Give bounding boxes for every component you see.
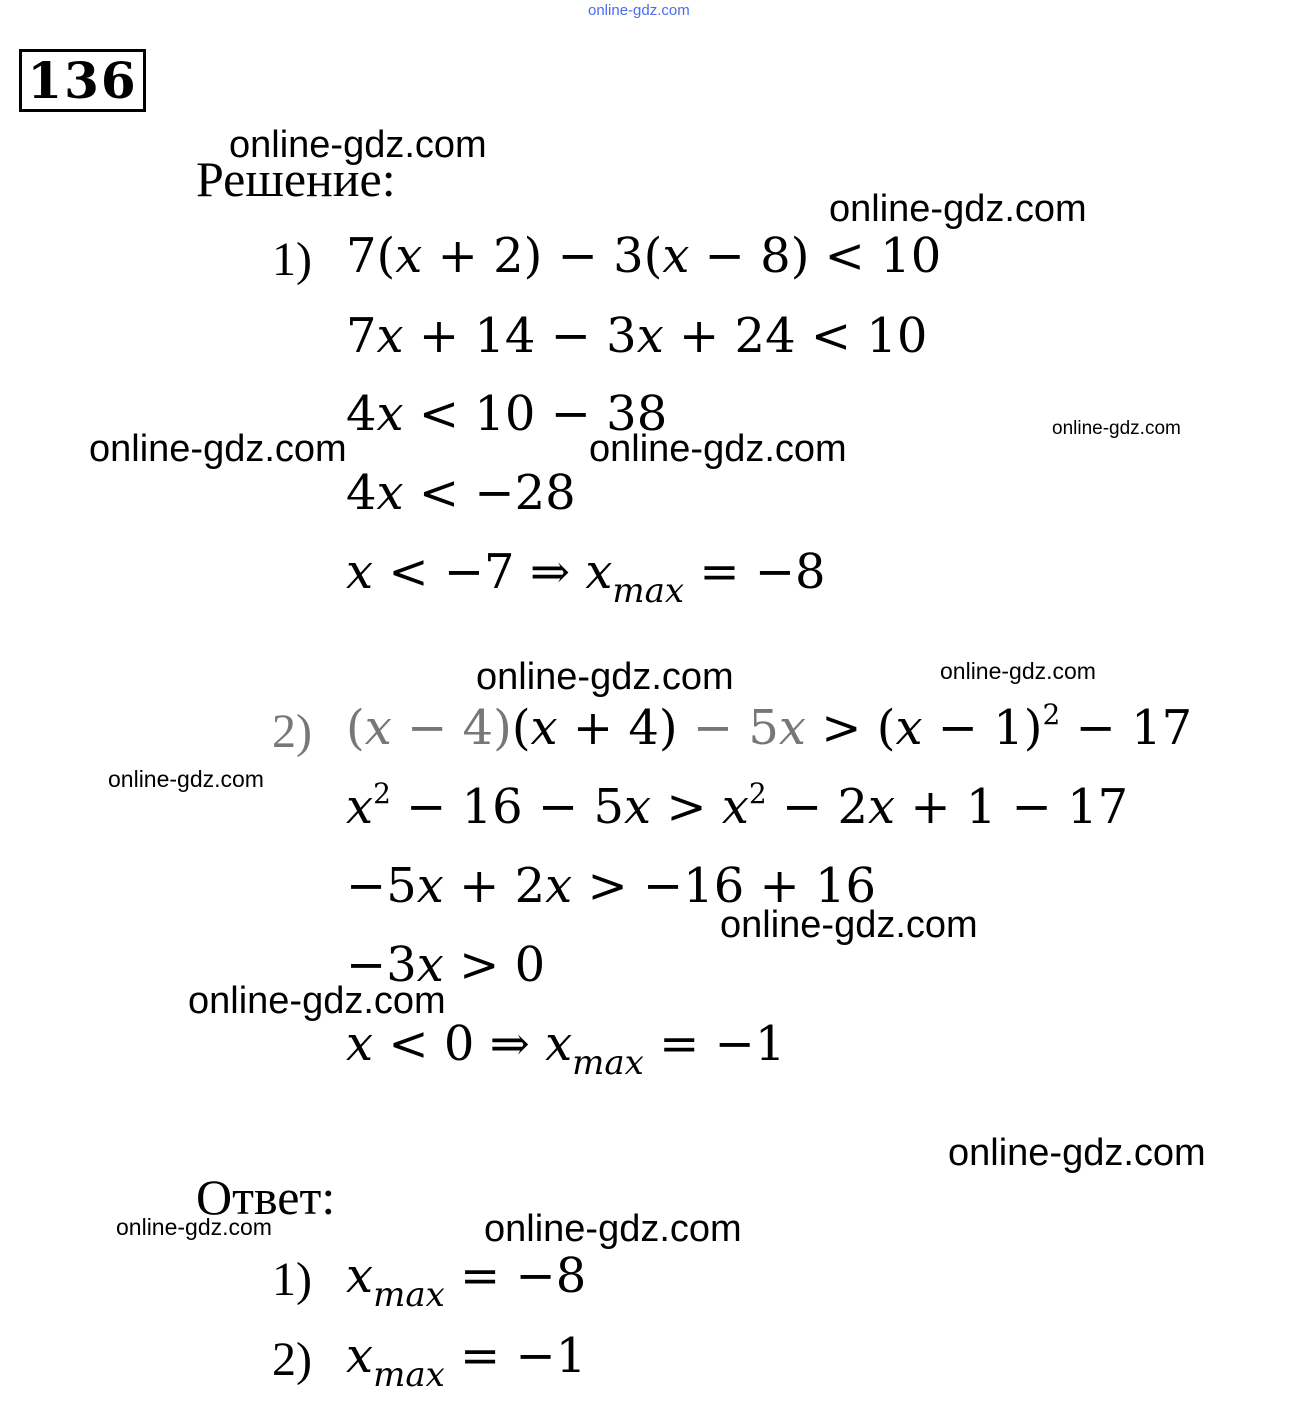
answer-heading: Ответ: — [196, 1169, 336, 1225]
answer2-value: $x_{max} = -1$ — [346, 1328, 587, 1395]
solution-heading: Решение: — [196, 151, 396, 207]
watermark: online-gdz.com — [116, 1214, 272, 1240]
top-watermark: online-gdz.com — [588, 2, 690, 19]
part1-step-5: x < −7 ⇒ $x_{max} = -8$ — [346, 544, 826, 611]
watermark: online-gdz.com — [89, 428, 347, 470]
task-number: 136 — [27, 51, 138, 110]
watermark: online-gdz.com — [229, 124, 487, 166]
watermark: online-gdz.com — [720, 904, 978, 946]
part2-step-2: $x^2 - 16 - 5x > x^2 - 2x + 1 - 17$ — [346, 777, 1129, 835]
watermark: online-gdz.com — [940, 658, 1096, 684]
watermark: online-gdz.com — [1052, 418, 1181, 439]
answer2-label: 2) — [272, 1333, 312, 1386]
part2-step-4: −3x > 0 — [346, 937, 546, 993]
watermark: online-gdz.com — [476, 656, 734, 698]
part2-step-1: $(x - 4)(x + 4) - 5x > (x - 1)^2 - 17$ — [346, 698, 1193, 756]
part1-step-2: 7x + 14 − 3x + 24 < 10 — [346, 308, 928, 364]
watermark: online-gdz.com — [589, 428, 847, 470]
part2-label: 2) — [272, 705, 312, 758]
part1-step-1: 7(x + 2) − 3(x − 8) < 10 — [346, 228, 942, 284]
watermark: online-gdz.com — [188, 980, 446, 1022]
answer1-value: $x_{max} = -8$ — [346, 1248, 587, 1315]
watermark: online-gdz.com — [829, 188, 1087, 230]
part1-step-4: 4x < −28 — [346, 465, 576, 521]
part1-label: 1) — [272, 233, 312, 286]
part2-step-5: x < 0 ⇒ $x_{max} = -1$ — [346, 1016, 786, 1083]
answer1-label: 1) — [272, 1253, 312, 1306]
part1-step-3: 4x < 10 − 38 — [346, 386, 668, 442]
watermark: online-gdz.com — [484, 1208, 742, 1250]
task-number-box — [19, 49, 146, 112]
part2-step-3: −5x + 2x > −16 + 16 — [346, 858, 877, 914]
watermark: online-gdz.com — [108, 766, 264, 792]
watermark: online-gdz.com — [948, 1132, 1206, 1174]
